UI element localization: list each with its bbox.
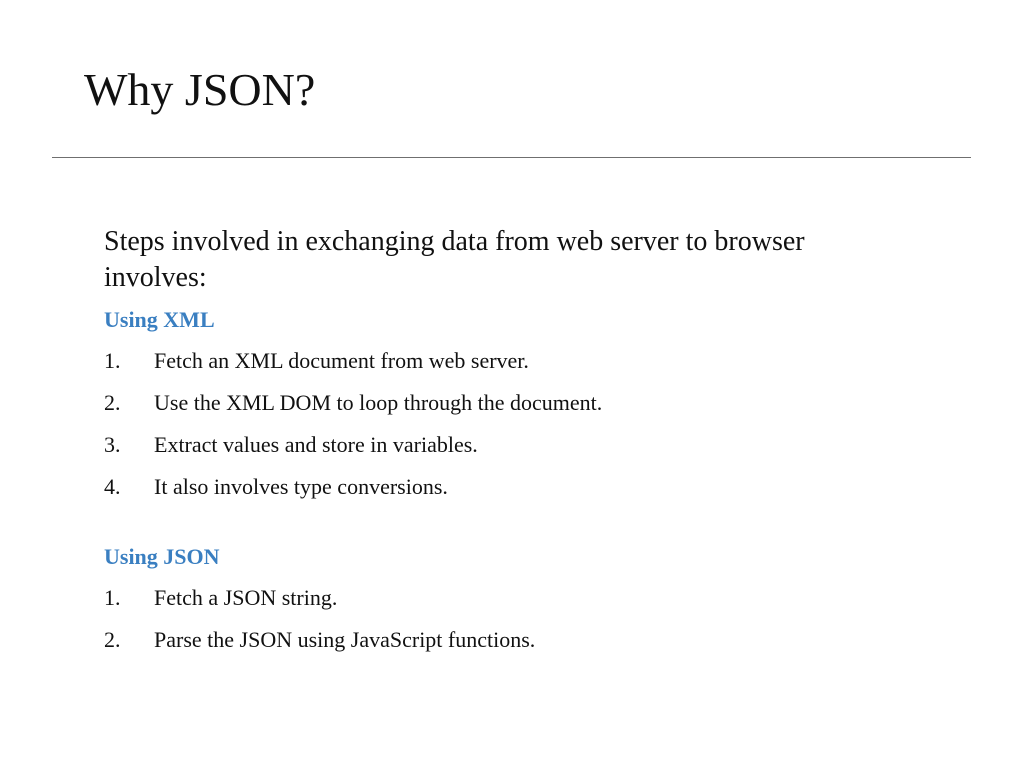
json-steps-list — [104, 584, 984, 654]
step-number: 3. — [104, 432, 121, 457]
step-text: It also involves type conversions. — [154, 474, 448, 499]
list-item — [104, 473, 984, 501]
intro-text: Steps involved in exchanging data from web server to browser involves: — [104, 226, 805, 293]
slide-body — [104, 224, 984, 668]
step-text: Parse the JSON using JavaScript functions. — [154, 627, 536, 652]
section-spacer — [104, 515, 984, 543]
xml-section-heading: Using XML — [104, 307, 215, 332]
step-text: Use the XML DOM to loop through the document. — [154, 390, 603, 415]
step-number: 2. — [104, 627, 121, 652]
list-item — [104, 347, 984, 375]
slide-title: Why JSON? — [84, 64, 316, 115]
step-number: 1. — [104, 348, 121, 373]
list-item — [104, 626, 984, 654]
step-text: Extract values and store in variables. — [154, 432, 478, 457]
list-item — [104, 584, 984, 612]
step-text: Fetch an XML document from web server. — [154, 348, 529, 373]
list-item — [104, 431, 984, 459]
json-section-heading: Using JSON — [104, 544, 220, 569]
step-number: 1. — [104, 585, 121, 610]
xml-steps-list — [104, 347, 984, 501]
step-number: 2. — [104, 390, 121, 415]
step-number: 4. — [104, 474, 121, 499]
title-divider — [52, 157, 971, 158]
list-item — [104, 389, 984, 417]
step-text: Fetch a JSON string. — [154, 585, 338, 610]
